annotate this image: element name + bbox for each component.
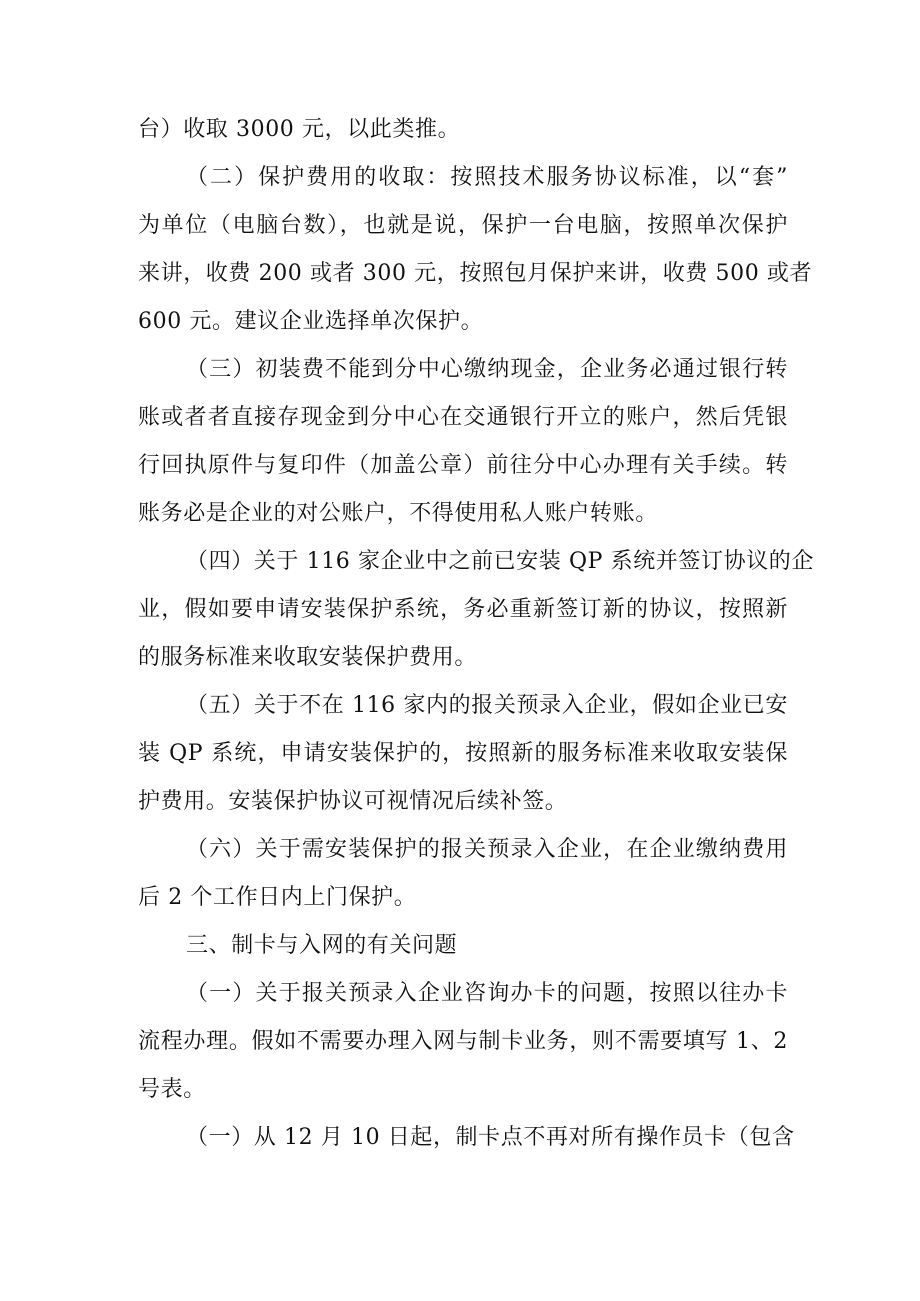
- text-line: （四）关于 116 家企业中之前已安装 QP 系统并签订协议的企: [186, 549, 815, 574]
- text-line: （一）从 12 月 10 日起，制卡点不再对所有操作员卡（包含: [186, 1125, 795, 1150]
- text-line: 号表。: [138, 1077, 206, 1102]
- text-line: 业，假如要申请安装保护系统，务必重新签订新的协议，按照新: [138, 597, 788, 622]
- text-line: 台）收取 3000 元，以此类推。: [138, 117, 461, 142]
- text-line: 流程办理。假如不需要办理入网与制卡业务，则不需要填写 1、2: [138, 1029, 788, 1054]
- text-line: 账或者者直接存现金到分中心在交通银行开立的账户，然后凭银: [138, 405, 788, 430]
- text-line: （五）关于不在 116 家内的报关预录入企业，假如企业已安: [186, 693, 788, 718]
- text-line: 装 QP 系统，申请安装保护的，按照新的服务标准来收取安装保: [138, 741, 788, 766]
- text-line: 的服务标准来收取安装保护费用。: [138, 645, 478, 670]
- text-line: 600 元。建议企业选择单次保护。: [138, 309, 484, 334]
- text-line: （三）初装费不能到分中心缴纳现金，企业务必通过银行转: [186, 357, 788, 382]
- text-line: 护费用。安装保护协议可视情况后续补签。: [138, 789, 568, 814]
- section-heading: 三、制卡与入网的有关问题: [186, 933, 458, 958]
- text-line: （一）关于报关预录入企业咨询办卡的问题，按照以往办卡: [186, 981, 788, 1006]
- text-line: 来讲，收费 200 或者 300 元，按照包月保护来讲，收费 500 或者: [138, 261, 813, 286]
- text-line: （六）关于需安装保护的报关预录入企业，在企业缴纳费用: [186, 837, 788, 862]
- text-line: 后 2 个工作日内上门保护。: [138, 885, 417, 910]
- text-line: 账务必是企业的对公账户，不得使用私人账户转账。: [138, 501, 658, 526]
- text-line: 行回执原件与复印件（加盖公章）前往分中心办理有关手续。转: [138, 453, 788, 478]
- text-line: 为单位（电脑台数），也就是说，保护一台电脑，按照单次保护: [138, 213, 788, 238]
- text-line: （二）保护费用的收取：按照技术服务协议标准，以“套”: [186, 165, 788, 190]
